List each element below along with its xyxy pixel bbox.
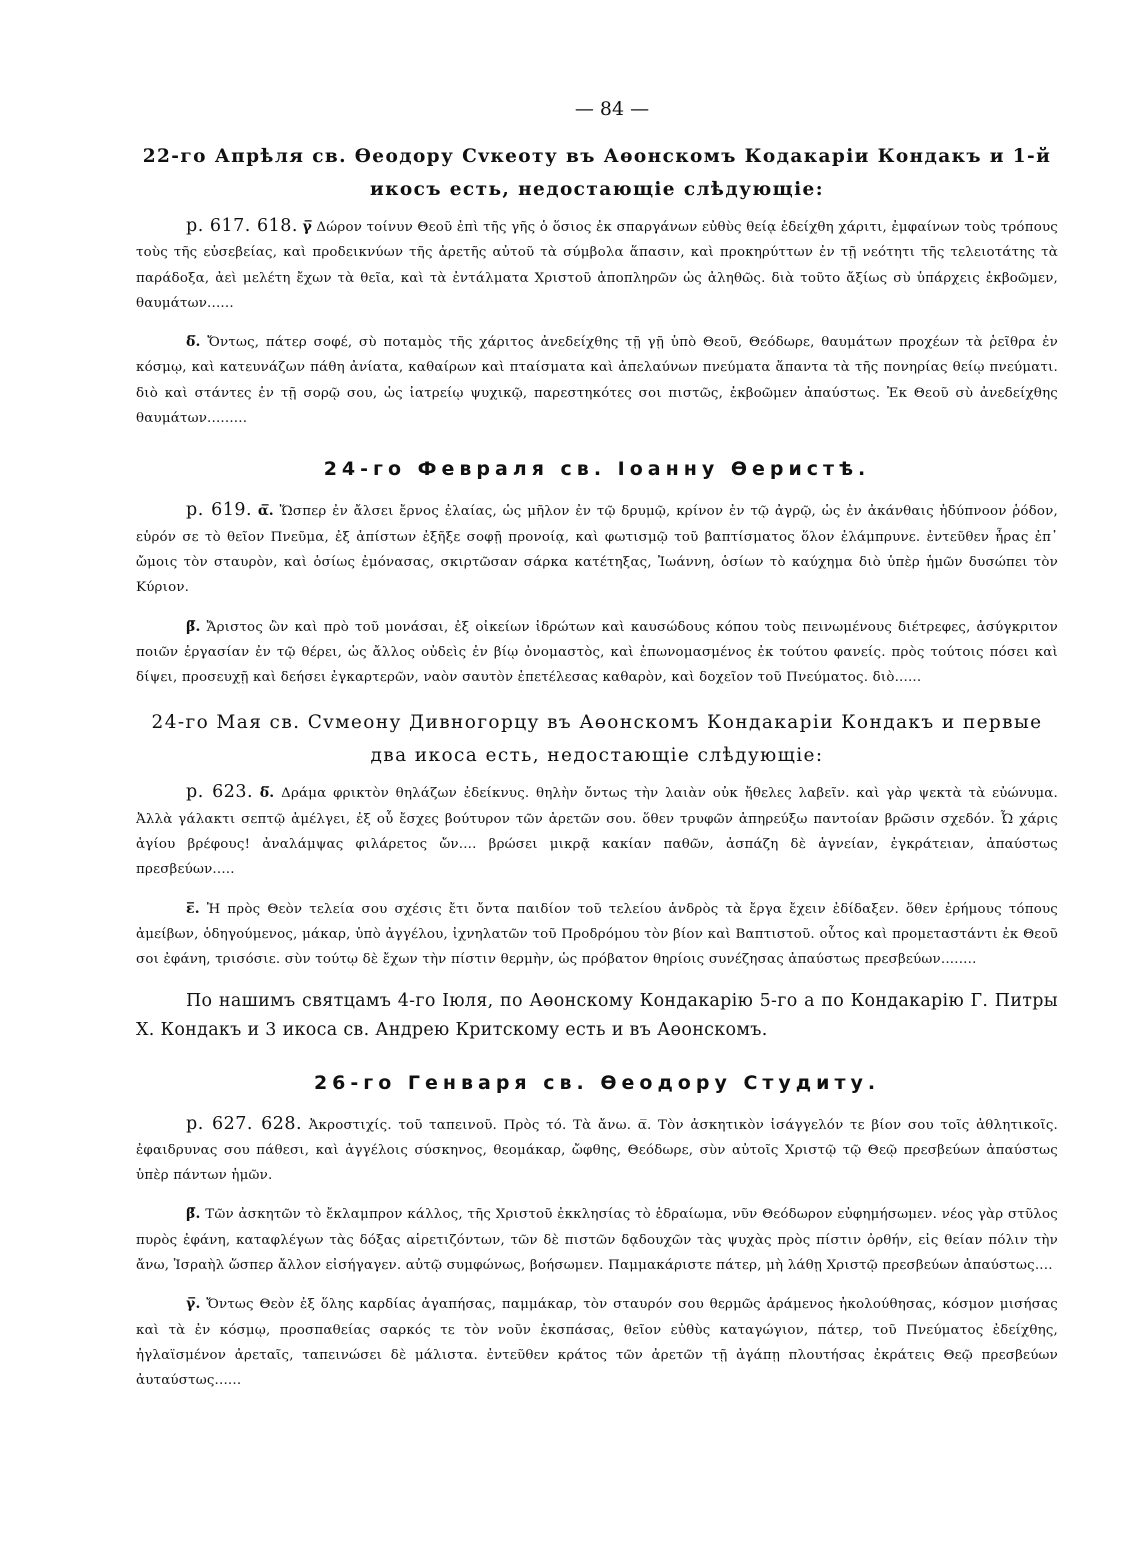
paragraph: [136, 780, 1058, 882]
paragraph: [136, 1202, 1058, 1278]
ikos-number: γ̅: [302, 219, 312, 235]
paragraph: [136, 615, 1058, 691]
page-reference: р. 627. 628.: [186, 1113, 303, 1134]
ikos-number: δ̅.: [259, 785, 275, 802]
section-heading-may-24: 24-го Мая св. Сvмеону Дивногорцу въ Аөонскомъ Кондакаріи Кондакъ и первые два икоса есть, недостающіе слѣдующіе:: [151, 712, 1043, 767]
ikos-number: δ̅.: [186, 334, 201, 351]
paragraph-text: Δώρον τοίνυν Θεοῦ ἐπὶ τῆς γῆς ὁ ὅσιος ἐκ σπαργάνων εὐθὺς θείᾳ ἐδείχθη χάριτι, ἐμφαίνων τοὺς τρόπους τοὺς τῆς εὐσεβείας, καὶ προδεικνύων τῆς ἀρετῆς αὐτοῦ τὰ σύμβολα ἅπασιν, καὶ προκηρύττων ἐν τῇ νεότητι τῆς τελειοτάτης τὰ παράδοξα, ἀεὶ μελέτη ἔχων τὰ θεῖα, καὶ τὰ ἐντάλματα Χριστοῦ ἀποπληρῶν ὡς ἀληθῶς. διὰ τοῦτο ἄξίως σὺ ὑπάρχεις ἐκβοῶμεν, θαυμάτων......: [136, 220, 1058, 311]
page-number: — 84 —: [574, 98, 650, 120]
paragraph: [136, 330, 1058, 431]
note-paragraph: По нашимъ святцамъ 4-го Іюля, по Аөонскому Кондакарію 5-го а по Кондакарію Г. Питры Х. Кондакъ и 3 икоса св. Андрею Критскому есть и въ Аөонскомъ.: [136, 990, 1058, 1040]
paragraph-text: Ἀκροστιχίς. τοῦ ταπεινοῦ. Πρὸς τό. Τὰ ἄνω. α̅. Τὸν ἀσκητικὸν ἰσάγγελόν τε βίον σου τοῖς ἀθλητικοῖς. ἐφαιδρυνας σου πάθεσι, καὶ ἀγγέλοις σύσκηνος, θεομάκαρ, ὤφθης, Θεόδωρε, σὺν αὐτοῖς Χριστῷ τῷ Θεῷ πρεσβεύων ἀπαύστως ὑπὲρ πάντων ἡμῶν.: [136, 1117, 1058, 1184]
section-heading-april-22: 22-го Апрѣля св. Өеодору Сvкеоту въ Аөонскомъ Кодакаріи Кондакъ и 1-й икосъ есть, недостающіе слѣдующіе:: [142, 146, 1052, 200]
paragraph: [136, 214, 1058, 316]
paragraph-text: Ἡ πρὸς Θεὸν τελεία σου σχέσις ἔτι ὄντα παιδίον τοῦ τελείου ἀνδρὸς τὰ ἔργα ἔχειν ἐδίδαξεν. ὅθεν ἐρήμους τόπους ἀμείβων, ὁδηγούμενος, μάκαρ, ὑπὸ ἀγγέλου, ἰχνηλατῶν τοῦ Προδρόμου τὸν βίον καὶ Βαπτιστοῦ. οὗτος καὶ προμεταστάντι ἐκ Θεοῦ σοι ἐφάνη, τρισόσιε. σὺν τούτῳ δὲ ἔχων τὴν πίστιν θερμὴν, ὡς πρόβατον θηρίοις συνέζησας ἀπαύστως πρεσβεύων........: [136, 901, 1058, 968]
ikos-number: γ̅.: [186, 1296, 201, 1313]
ikos-number: β̅.: [186, 1206, 201, 1223]
page-reference: р. 619.: [186, 500, 253, 521]
paragraph-text: Ἄριστος ὢν καὶ πρὸ τοῦ μονάσαι, ἐξ οἰκείων ἱδρώτων καὶ καυσώδους κόπου τοὺς πεινωμένους διέτρεφες, ἀσύγκριτον ποιῶν ἐργασίαν ἐν τῷ θέρει, ὡς ἄλλος οὐδεὶς ἐν βίῳ ὀνομαστὸς, καὶ ἐπωνομασμένος ἐκ τούτου φανείς. πρὸς τούτοις πόσει καὶ δίψει, προσευχῇ καὶ δεήσει ἐγκαρτερῶν, ναὸν σαυτὸν ἐπετέλεσας καθαρὸν, καὶ δοχεῖον τοῦ Πνεύματος. διὸ......: [136, 619, 1058, 686]
paragraph-text: Ὄντως, πάτερ σοφέ, σὺ ποταμὸς τῆς χάριτος ἀνεδείχθης τῇ γῇ ὑπὸ Θεοῦ, Θεόδωρε, θαυμάτων προχέων τὰ ῥεῖθρα ἐν κόσμῳ, καὶ κατευνάζων πάθη ἀνίατα, καθαίρων καὶ πταίσματα καὶ ἀπελαύνων πνεύματα ἅπαντα τὰ τῆς πονηρίας θείῳ πνεύματι. διὸ καὶ στάντες ἐν τῇ σορῷ σου, ὡς ἰατρείῳ ψυχικῷ, παρεστηκότες σοι πιστῶς, ἐκβοῶμεν ἀπαύστως. Ἐκ Θεοῦ σὺ ἀνεδείχθης θαυμάτων.........: [136, 335, 1058, 427]
ikos-number: β̅.: [186, 618, 201, 635]
section-heading-february-24: 24-го Февраля св. Іоанну Өеристѣ.: [323, 458, 871, 481]
ikos-number: ε̅.: [186, 900, 200, 917]
paragraph: [136, 897, 1058, 973]
paragraph: [136, 1112, 1058, 1189]
paragraph-text: Ὄντως Θεὸν ἐξ ὅλης καρδίας ἀγαπήσας, παμμάκαρ, τὸν σταυρόν σου θερμῶς ἀράμενος ἠκολούθησας, κόσμον μισήσας καὶ τὰ ἐν κόσμῳ, προσπαθείας σαρκός τε τὸν νοῦν ἐκσπάσας, θεῖον εὐθὺς καταγώγιον, πάτερ, τοῦ Πνεύματος ἐδείχθης, ἠγλαϊσμένον ἀρεταῖς, ταπεινώσει δὲ μάλιστα. ἐντεῦθεν κράτος τῶν ἀρετῶν τῇ ἀγάπῃ πλουτήσας ἐκράτεις Θεῷ πρεσβεύων ἀυταύστως......: [136, 1297, 1058, 1389]
paragraph: [136, 1292, 1058, 1393]
section-heading-january-26: 26-го Генваря св. Өеодору Студиту.: [313, 1071, 881, 1094]
page-reference: р. 617. 618.: [186, 216, 298, 236]
page-reference: р. 623.: [186, 782, 254, 803]
ikos-number: α̅.: [257, 503, 274, 520]
paragraph-text: Δράμα φρικτὸν θηλάζων ἐδείκνυς. θηλὴν ὄντως τὴν λαιὰν οὐκ ἤθελες λαβεῖν. καὶ γὰρ ψεκτὰ τὰ εὐώνυμα. Ἀλλὰ γάλακτι σεπτῷ ἀμέλγει, ἐξ οὗ ἔσχες βούτυρον τῶν ἀρετῶν σου. ὅθεν τρυφῶν ἀπηρεύξω παντοίαν βρῶσιν σχεδόν. Ὦ χάρις ἁγίου βρέφους! ἀναλάμψας φιλάρετος ὤν.... βρώσει μικρᾷ κακίαν παθῶν, ἀσπάζη δὲ ἁγνείαν, ἐγκράτειαν, ἀπαύστως πρεσβεύων.....: [136, 786, 1058, 878]
paragraph: [136, 498, 1058, 600]
paragraph-text: Ὥσπερ ἐν ἄλσει ἔρνος ἐλαίας, ὡς μῆλον ἐν τῷ δρυμῷ, κρίνον ἐν τῷ ἀγρῷ, ὡς ἐν ἀκάνθαις ἡδύπνοον ῥόδον, εὑρόν σε τὸ θεῖον Πνεῦμα, ἐξ ἀπίστων ἐξῆξε σοφῇ προνοίᾳ, καὶ φωτισμῷ τοῦ βαπτίσματος ὅλον ἐλάμπρυνε. ἐντεῦθεν ἦρας ἐπ᾽ ὤμοις τὸν σταυρὸν, καὶ ὁσίως ἐμόνασας, σκιρτῶσαν σάρκα κατέτηξας, Ἰωάννη, ὁσίων τὸ καύχημα διὸ ὑπὲρ ἡμῶν δυσώπει τὸν Κύριον.: [136, 504, 1058, 596]
paragraph-text: Τῶν ἀσκητῶν τὸ ἔκλαμπρον κάλλος, τῆς Χριστοῦ ἐκκλησίας τὸ ἑδραίωμα, νῦν Θεόδωρον εὐφημήσωμεν. νέος γὰρ στῦλος πυρὸς ἐφάνη, καταφλέγων τὰς δόξας αἱρετιζόντων, τῶν δὲ πιστῶν δᾳδουχῶν τὰς ψυχὰς πρὸς πίστιν ὀρθήν, εἰς θείαν πόλιν τὴν ἄνω, Ἰσραὴλ ὥσπερ ἄλλον εἰσήγαγεν. αὐτῷ συμφώνως, βοήσωμεν. Παμμακάριστε πάτερ, μὴ λάθῃ Χριστῷ πρεσβεύων ἀπαύστως....: [136, 1207, 1058, 1274]
